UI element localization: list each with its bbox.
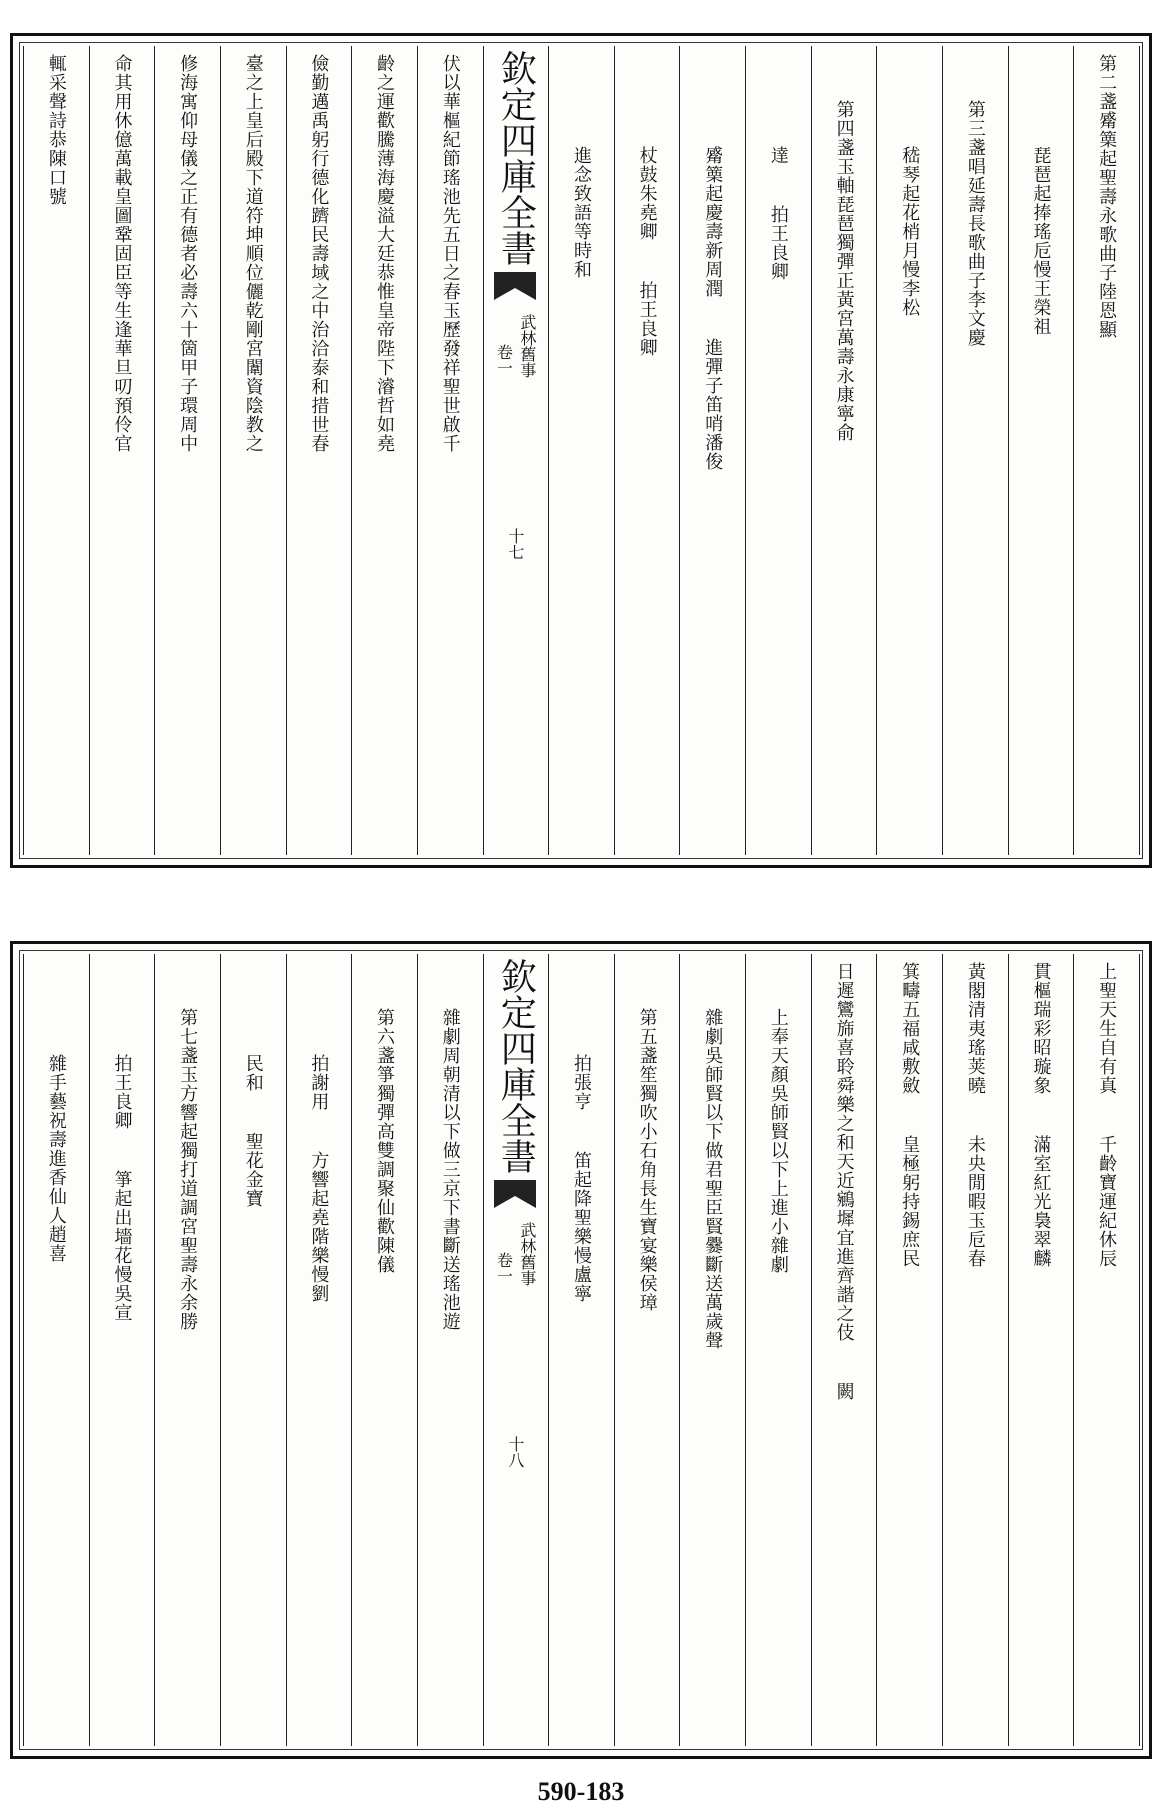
folio-number: 十八 — [505, 1436, 525, 1468]
text-line: 儉勤邁禹躬行德化躋民壽域之中治洽泰和措世春 — [308, 54, 330, 453]
text-line: 第七盞玉方響起獨打道調宮聖壽永余勝 — [177, 1008, 199, 1331]
text-line: 觱篥起慶壽新周潤 — [702, 146, 724, 298]
text-column — [351, 954, 417, 1746]
text-column — [942, 954, 1008, 1746]
text-line: 伏以華樞紀節瑤池先五日之春玉歷發祥聖世啟千 — [439, 54, 461, 453]
text-line: 拍謝用 — [308, 1054, 330, 1111]
text-line: 上奉天顏吳師賢以下上進小雜劇 — [767, 1008, 789, 1274]
text-column — [876, 954, 942, 1746]
text-column — [614, 954, 680, 1746]
text-line: 拍王良卿 — [767, 205, 789, 281]
text-column — [811, 46, 877, 855]
text-column — [417, 954, 483, 1746]
top-page — [10, 33, 1152, 868]
text-column — [417, 46, 483, 855]
text-line: 滿室紅光裊翠麟 — [1030, 1135, 1052, 1268]
text-line: 臺之上皇后殿下道符坤順位儷乾剛宮闈資陰教之 — [242, 54, 264, 453]
text-line: 第五盞笙獨吹小石角長生寶宴樂侯璋 — [636, 1008, 658, 1312]
column-rule — [1139, 46, 1140, 855]
book-title-column — [483, 954, 549, 1746]
text-line: 雜劇周朝清以下做三京下書斷送瑤池遊 — [439, 1008, 461, 1331]
text-column — [220, 954, 286, 1746]
text-column — [942, 46, 1008, 855]
text-line: 輒采聲詩恭陳口號 — [45, 54, 67, 206]
text-line: 第二盞觱篥起聖壽永歌曲子陸恩顯 — [1096, 54, 1118, 339]
text-line: 第四盞玉軸琵琶獨彈正黃宮萬壽永康寧俞 — [833, 100, 855, 442]
text-line: 修海寓仰母儀之正有德者必壽六十箇甲子環周中 — [177, 54, 199, 453]
text-line: 齡之運歡騰薄海慶溢大廷恭惟皇帝陛下濬哲如堯 — [374, 54, 396, 453]
text-line: 箕疇五福咸敷斂 — [899, 962, 921, 1095]
text-line: 未央閒暇玉卮春 — [964, 1135, 986, 1268]
text-column — [811, 954, 877, 1746]
text-line: 雜劇吳師賢以下做君聖臣賢爨斷送萬歲聲 — [702, 1008, 724, 1350]
text-line: 拍王良卿 — [636, 281, 658, 357]
text-line: 黃閣清夷瑤荚曉 — [964, 962, 986, 1095]
volume-label: 卷一 — [494, 1252, 514, 1284]
text-column — [548, 46, 614, 855]
text-line: 雜手藝祝壽進香仙人趙喜 — [45, 1054, 67, 1263]
section-title: 武林舊事 — [517, 1222, 537, 1286]
text-line: 拍王良卿 — [111, 1054, 133, 1130]
text-column — [679, 954, 745, 1746]
text-line: 達 — [767, 146, 789, 165]
text-line: 命其用休億萬載皇圖鞏固臣等生逢華旦叨預伶官 — [111, 54, 133, 453]
text-line: 嵇琴起花梢月慢李松 — [899, 146, 921, 317]
book-title: 欽定四庫全書 — [495, 50, 537, 266]
text-line: 第三盞唱延壽長歌曲子李文慶 — [964, 100, 986, 347]
text-column — [1073, 954, 1139, 1746]
folio-number: 十七 — [505, 528, 525, 560]
text-line: 聖花金寶 — [242, 1132, 264, 1208]
text-line: 貫樞瑞彩昭璇象 — [1030, 962, 1052, 1095]
text-column — [745, 954, 811, 1746]
text-column — [286, 954, 352, 1746]
text-line: 拍張亨 — [570, 1054, 592, 1111]
text-column — [23, 954, 89, 1746]
text-column — [745, 46, 811, 855]
text-column — [286, 46, 352, 855]
text-column — [89, 954, 155, 1746]
text-line: 日遲鸞旆喜聆舜樂之和天近鵷墀宜進齊諧之伎 — [833, 962, 855, 1342]
text-line: 上聖天生自有真 — [1096, 962, 1118, 1095]
text-line: 第六盞箏獨彈高雙調聚仙歡陳儀 — [374, 1008, 396, 1274]
text-line: 民和 — [242, 1054, 264, 1092]
text-column — [614, 46, 680, 855]
text-line: 進念致語等時和 — [570, 146, 592, 279]
text-column — [23, 46, 89, 855]
text-column — [1008, 954, 1074, 1746]
text-column — [548, 954, 614, 1746]
text-line: 杖鼓朱堯卿 — [636, 146, 658, 241]
text-column — [89, 46, 155, 855]
section-title: 武林舊事 — [517, 314, 537, 378]
text-column — [1008, 46, 1074, 855]
volume-label: 卷一 — [494, 344, 514, 376]
text-line: 闕 — [833, 1382, 855, 1401]
text-line: 笛起降聖樂慢盧寧 — [570, 1151, 592, 1303]
page-number: 590-183 — [537, 1777, 625, 1806]
text-column — [876, 46, 942, 855]
text-line: 皇極躬持錫庶民 — [899, 1135, 921, 1268]
text-line: 箏起出墻花慢吳宣 — [111, 1170, 133, 1322]
text-line: 琵琶起捧瑤卮慢王榮祖 — [1030, 146, 1052, 336]
text-column — [154, 954, 220, 1746]
fishtail-mark — [494, 1180, 536, 1210]
book-title-column — [483, 46, 549, 855]
text-line: 進彈子笛哨潘俊 — [702, 338, 724, 471]
text-line: 千齡寶運紀休辰 — [1096, 1135, 1118, 1268]
text-column — [351, 46, 417, 855]
text-line: 方響起堯階樂慢劉 — [308, 1151, 330, 1303]
column-rule — [1139, 954, 1140, 1746]
text-column — [679, 46, 745, 855]
book-title: 欽定四庫全書 — [495, 958, 537, 1174]
text-column — [154, 46, 220, 855]
text-column — [1073, 46, 1139, 855]
fishtail-mark — [494, 272, 536, 302]
bottom-page — [10, 941, 1152, 1759]
text-column — [220, 46, 286, 855]
